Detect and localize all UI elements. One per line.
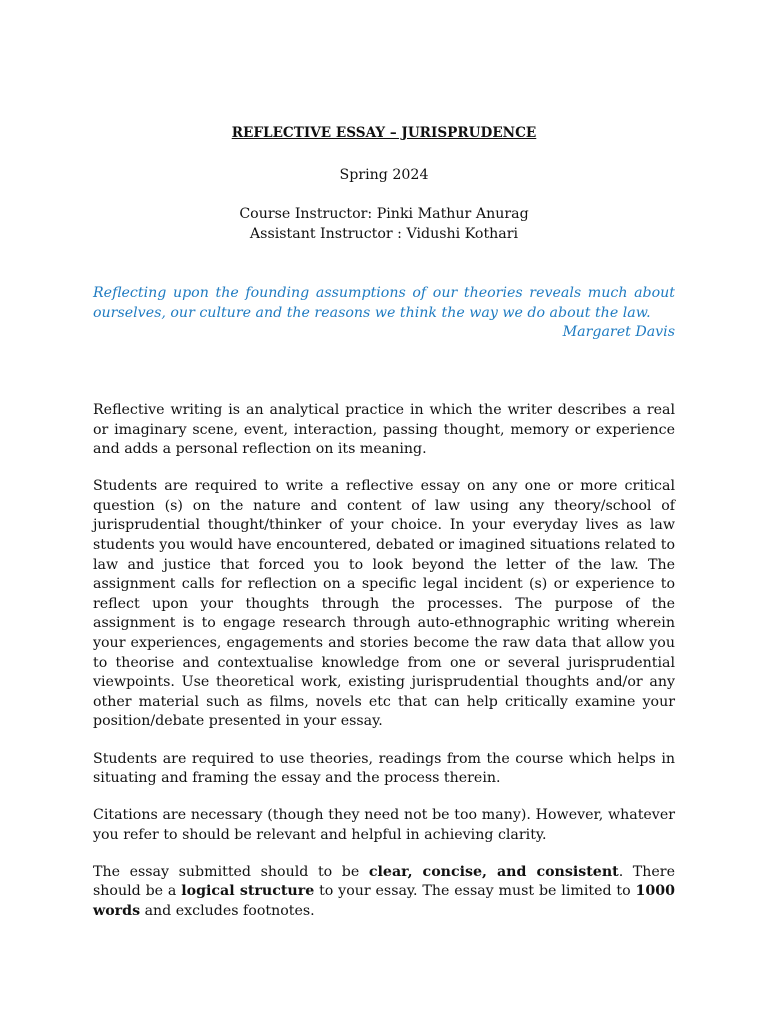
essay-instructions [93,401,675,939]
format-text-3: to your essay. The essay must be limited to [314,883,636,900]
essay-title: REFLECTIVE ESSAY – JURISPRUDENCE [231,125,537,141]
quote-author: Margaret Davis [562,324,675,341]
format-text-4: and excludes footnotes. [140,903,315,920]
term-label: Spring 2024 [339,167,429,183]
format-text-2: . There should be a [93,863,675,900]
paragraph-requirements: Students are required to write a reflective essay on any one or more critical question (s) on the nature and content of law using any theory/school of jurisprudential thought/thinker of your choice. In your everyday lives as law students you would have encountered, debated or imagined situations related to law and justice that forced you to look beyond the letter of the law. The assignment calls for reflection on a specific legal incident (s) or experience to reflect upon your thoughts through the processes. The purpose of the assignment is to engage research through auto-ethnographic writing wherein your experiences, engagements and stories become the raw data that allow you to theorise and contextualise knowledge from one or several jurisprudential viewpoints. Use theoretical work, existing jurisprudential thoughts and/or any other material such as films, novels etc that can help critically examine your position/debate presented in your essay. [93,478,675,730]
quote-text: Reflecting upon the founding assumptions of our theories reveals much about ourselves, our culture and the reasons we think the way we do about the law. [93,285,675,321]
epigraph-quote [93,284,675,343]
paragraph-definition: Reflective writing is an analytical practice in which the writer describes a real or imaginary scene, event, interaction, passing thought, memory or experience and adds a personal reflection on its meaning. [93,402,675,458]
instructors-block [93,205,675,244]
format-bold-structure: logical structure [181,883,315,900]
format-text-1: The essay submitted should to be [93,863,369,880]
document-page [93,124,675,920]
paragraph-format [93,863,675,922]
paragraph-citations: Citations are necessary (though they need not be too many). However, whatever you refer to should be relevant and helpful in achieving clarity. [93,807,675,843]
paragraph-theories: Students are required to use theories, readings from the course which helps in situating and framing the essay and the process therein. [93,750,675,787]
assistant-instructor: Assistant Instructor : Vidushi Kothari [249,225,519,242]
format-bold-word-limit: 1000 words [93,883,675,920]
course-instructor: Course Instructor: Pinki Mathur Anurag [239,206,529,222]
format-bold-clarity: clear, concise, and consistent [368,863,619,880]
